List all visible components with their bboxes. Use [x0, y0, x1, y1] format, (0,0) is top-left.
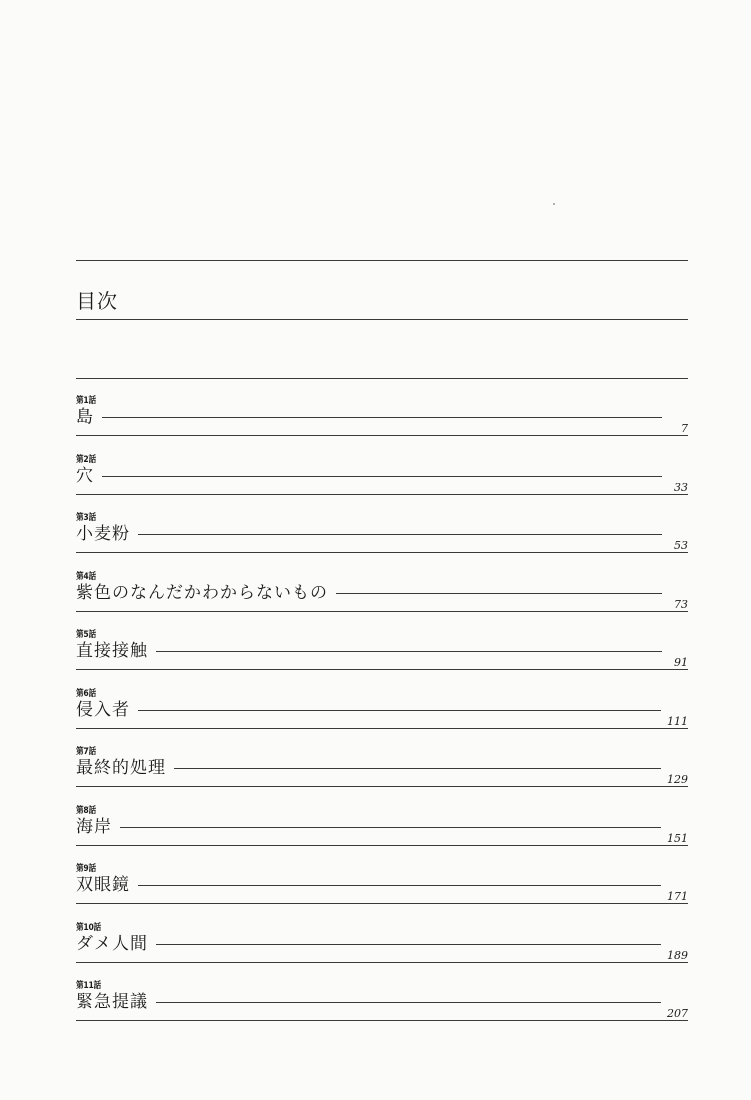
chapter-number: 第10話 — [76, 922, 101, 933]
chapter-page-number: 207 — [667, 1007, 688, 1020]
chapter-title: 最終的処理 — [76, 758, 166, 778]
chapter-row — [76, 465, 688, 494]
chapter-row — [76, 874, 688, 903]
toc-entry — [76, 689, 688, 749]
chapter-row — [76, 406, 688, 435]
entry-rule — [76, 903, 688, 904]
chapter-title: 侵入者 — [76, 699, 130, 720]
chapter-page-number: 171 — [667, 890, 688, 903]
entry-rule — [76, 552, 688, 553]
chapter-row — [76, 582, 688, 611]
entry-rule — [76, 611, 688, 612]
toc-entry — [76, 455, 688, 515]
chapter-row — [76, 699, 688, 728]
chapter-page-number: 7 — [681, 422, 688, 435]
chapter-title: 直接接触 — [76, 641, 148, 661]
chapter-title: 小麦粉 — [76, 524, 130, 544]
chapter-title: ダメ人間 — [76, 933, 148, 954]
chapter-number: 第6話 — [76, 688, 96, 699]
top-rule — [76, 260, 688, 261]
toc-entry — [76, 981, 688, 1041]
chapter-number: 第5話 — [76, 630, 96, 640]
entry-rule — [76, 435, 688, 436]
entry-rule — [76, 1020, 688, 1021]
leader-line — [156, 651, 662, 652]
leader-line — [156, 944, 661, 945]
toc-entry — [76, 806, 688, 866]
chapter-number: 第3話 — [76, 513, 96, 523]
chapter-page-number: 111 — [667, 714, 688, 728]
entry-rule — [76, 494, 688, 495]
toc-entry — [76, 747, 688, 807]
entry-rule — [76, 845, 688, 846]
chapter-page-number: 53 — [674, 539, 688, 552]
chapter-title: 島 — [76, 407, 94, 427]
entry-rule — [76, 669, 688, 670]
chapter-number: 第1話 — [76, 396, 96, 406]
chapter-number: 第9話 — [76, 864, 96, 874]
chapter-page-number: 33 — [674, 480, 688, 494]
leader-line — [138, 710, 661, 711]
chapter-page-number: 151 — [667, 831, 688, 845]
entry-rule — [76, 786, 688, 787]
chapter-page-number: 91 — [674, 656, 688, 669]
toc-entry — [76, 923, 688, 983]
chapter-number: 第8話 — [76, 805, 96, 816]
chapter-title: 海岸 — [76, 816, 112, 837]
leader-line — [174, 768, 661, 769]
leader-line — [102, 417, 662, 418]
leader-line — [120, 827, 661, 828]
chapter-row — [76, 757, 688, 786]
entry-rule — [76, 962, 688, 963]
chapter-title: 紫色のなんだかわからないもの — [76, 582, 328, 603]
leader-line — [102, 476, 662, 477]
leader-line — [336, 593, 662, 594]
toc-entry — [76, 396, 688, 456]
chapter-page-number: 189 — [667, 948, 688, 962]
leader-line — [138, 534, 662, 535]
chapter-page-number: 129 — [667, 773, 688, 786]
chapter-row — [76, 991, 688, 1020]
chapter-title: 穴 — [76, 465, 94, 486]
toc-entry — [76, 572, 688, 632]
toc-title: 目次 — [76, 289, 118, 313]
leader-line — [138, 885, 661, 886]
chapter-number: 第4話 — [76, 571, 96, 582]
chapter-number: 第2話 — [76, 454, 96, 465]
leader-line — [156, 1002, 661, 1003]
chapter-title: 双眼鏡 — [76, 875, 130, 895]
chapter-row — [76, 640, 688, 669]
toc-entry — [76, 513, 688, 573]
toc-entry — [76, 864, 688, 924]
chapter-title: 緊急提議 — [76, 992, 148, 1012]
chapter-row — [76, 816, 688, 845]
title-rule — [76, 319, 688, 320]
section-rule — [76, 378, 688, 379]
entry-rule — [76, 728, 688, 729]
toc-entry — [76, 630, 688, 690]
chapter-number: 第7話 — [76, 747, 96, 757]
chapter-number: 第11話 — [76, 981, 101, 991]
chapter-row — [76, 933, 688, 962]
chapter-page-number: 73 — [674, 597, 688, 611]
paper-speck — [553, 203, 555, 205]
chapter-row — [76, 523, 688, 552]
